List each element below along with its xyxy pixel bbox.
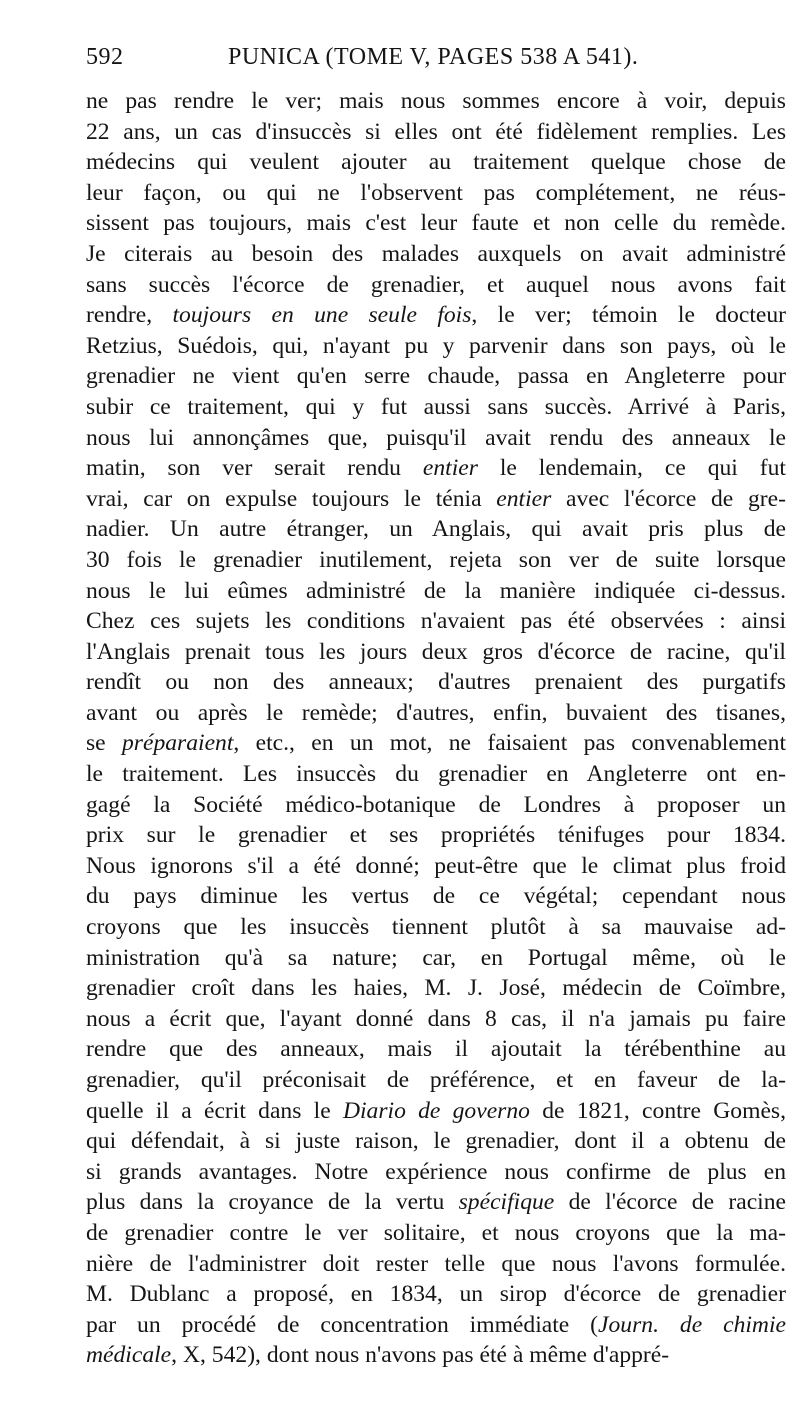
text-segment: plus dans la croyance de la vertu	[86, 1189, 459, 1216]
text-line	[86, 1340, 786, 1371]
text-line	[86, 1096, 786, 1127]
text-line	[86, 1126, 786, 1157]
text-line	[86, 1218, 786, 1249]
text-segment: avec l'écorce de gre-	[551, 485, 786, 512]
text-segment: nière de l'administrer doit rester telle que nous l'avons formulée.	[86, 1250, 786, 1277]
text-segment: croyons que les insuccès tiennent plutôt à sa mauvaise ad-	[86, 914, 786, 941]
text-segment: si grands avantages. Notre expérience nous confirme de plus en	[86, 1158, 786, 1185]
text-segment: le lendemain, ce qui fut	[477, 455, 786, 482]
italic-segment: Journ. de chimie	[598, 1311, 786, 1338]
text-segment: le traitement. Les insuccès du grenadier en Angleterre ont en-	[86, 761, 786, 788]
italic-segment: entier	[496, 485, 552, 512]
text-segment: gagé la Société médico-botanique de Londres à proposer un	[86, 791, 786, 818]
text-line	[86, 239, 786, 270]
text-segment: qui défendait, à si juste raison, le grenadier, dont il a obtenu de	[86, 1128, 786, 1155]
text-line	[86, 667, 786, 698]
text-segment: 22 ans, un cas d'insuccès si elles ont été fidèlement remplies. Les	[86, 118, 786, 145]
text-segment: ministration qu'à sa nature; car, en Portugal même, où le	[86, 944, 786, 971]
text-segment: grenadier croît dans les haies, M. J. José, médecin de Coïmbre,	[86, 975, 786, 1002]
text-line	[86, 851, 786, 882]
page-header	[86, 44, 786, 84]
page-number: 592	[86, 44, 124, 70]
text-segment: avant ou après le remède; d'autres, enfin, buvaient des tisanes,	[86, 699, 786, 726]
text-line	[86, 361, 786, 392]
text-line	[86, 1157, 786, 1188]
text-line	[86, 912, 786, 943]
text-segment: rendre,	[86, 302, 173, 329]
text-segment: sans succès l'écorce de grenadier, et auquel nous avons fait	[86, 271, 786, 298]
text-segment: quelle il a écrit dans le	[86, 1097, 343, 1124]
text-line	[86, 545, 786, 576]
text-line	[86, 637, 786, 668]
text-line	[86, 178, 786, 209]
text-line	[86, 484, 786, 515]
text-segment: sissent pas toujours, mais c'est leur faute et non celle du remède.	[86, 210, 786, 237]
running-head: PUNICA (TOME V, PAGES 538 A 541).	[228, 44, 639, 70]
text-line	[86, 392, 786, 423]
text-segment: grenadier, qu'il préconisait de préférence, et en faveur de la-	[86, 1067, 786, 1093]
text-segment: nous le lui eûmes administré de la manière indiquée ci-dessus.	[86, 577, 786, 604]
text-line	[86, 453, 786, 484]
text-line	[86, 331, 786, 362]
italic-segment: Diario de governo	[342, 1097, 530, 1124]
text-line	[86, 576, 786, 607]
text-line	[86, 270, 786, 301]
text-line	[86, 1065, 786, 1096]
text-line	[86, 1279, 786, 1310]
text-segment: nous a écrit que, l'ayant donné dans 8 cas, il n'a jamais pu faire	[86, 1005, 786, 1032]
text-segment: se	[86, 730, 122, 757]
text-segment: 30 fois le grenadier inutilement, rejeta son ver de suite lorsque	[86, 546, 786, 573]
text-line	[86, 881, 786, 912]
text-segment: médecins qui veulent ajouter au traitement quelque chose de	[86, 149, 786, 176]
text-line	[86, 759, 786, 790]
text-segment: Je citerais au besoin des malades auxquels on avait administré	[86, 240, 786, 267]
text-segment: , X, 542), dont nous n'avons pas été à même d'appré-	[171, 1342, 670, 1369]
text-segment: du pays diminue les vertus de ce végétal; cependant nous	[86, 883, 786, 910]
text-line	[86, 1004, 786, 1035]
text-segment: ne pas rendre le ver; mais nous sommes encore à voir, depuis	[86, 88, 786, 114]
text-segment: Retzius, Suédois, qui, n'ayant pu y parvenir dans son pays, où le	[86, 332, 786, 359]
text-line	[86, 423, 786, 454]
text-line	[86, 1249, 786, 1280]
text-line	[86, 117, 786, 148]
text-line	[86, 606, 786, 637]
text-segment: nous lui annonçâmes que, puisqu'il avait rendu des anneaux le	[86, 424, 786, 451]
text-segment: nadier. Un autre étranger, un Anglais, qui avait pris plus de	[86, 516, 786, 543]
text-line	[86, 820, 786, 851]
text-segment: prix sur le grenadier et ses propriétés ténifuges pour 1834.	[86, 822, 786, 849]
italic-segment: médicale	[86, 1342, 172, 1369]
text-segment: , le ver; témoin le docteur	[471, 302, 786, 329]
text-segment: rendre que des anneaux, mais il ajoutait la térébenthine au	[86, 1036, 786, 1063]
text-segment: de grenadier contre le ver solitaire, et nous croyons que la ma-	[86, 1219, 786, 1246]
text-segment: , etc., en un mot, ne faisaient pas convenablement	[233, 730, 786, 757]
body-text	[86, 86, 786, 1371]
text-line	[86, 300, 786, 331]
text-segment: de l'écorce de racine	[554, 1189, 786, 1216]
text-segment: l'Anglais prenait tous les jours deux gros d'écorce de racine, qu'il	[86, 638, 786, 665]
text-segment: matin, son ver serait rendu	[86, 455, 423, 482]
text-segment: Nous ignorons s'il a été donné; peut-être que le climat plus froid	[86, 852, 786, 879]
text-segment: de 1821, contre Gomès,	[529, 1097, 787, 1124]
text-line	[86, 943, 786, 974]
text-line	[86, 973, 786, 1004]
italic-segment: spécifique	[458, 1189, 555, 1216]
text-segment: grenadier ne vient qu'en serre chaude, passa en Angleterre pour	[86, 363, 786, 390]
text-line	[86, 514, 786, 545]
italic-segment: préparaient	[122, 730, 234, 757]
text-segment: leur façon, ou qui ne l'observent pas complétement, ne réus-	[86, 179, 786, 206]
text-line	[86, 147, 786, 178]
text-segment: par un procédé de concentration immédiate (	[86, 1311, 599, 1338]
text-segment: vrai, car on expulse toujours le ténia	[86, 485, 497, 512]
text-line	[86, 1034, 786, 1065]
text-segment: subir ce traitement, qui y fut aussi sans succès. Arrivé à Paris,	[86, 393, 786, 420]
italic-segment: toujours en une seule fois	[172, 302, 472, 329]
text-segment: Chez ces sujets les conditions n'avaient pas été observées : ainsi	[86, 608, 786, 635]
text-segment: rendît ou non des anneaux; d'autres prenaient des purgatifs	[86, 669, 786, 696]
text-segment: M. Dublanc a proposé, en 1834, un sirop d'écorce de grenadier	[86, 1281, 786, 1308]
text-line	[86, 1310, 786, 1341]
text-line	[86, 1187, 786, 1218]
text-line	[86, 790, 786, 821]
text-line	[86, 86, 786, 117]
text-line	[86, 698, 786, 729]
text-line	[86, 728, 786, 759]
italic-segment: entier	[422, 455, 478, 482]
text-line	[86, 208, 786, 239]
